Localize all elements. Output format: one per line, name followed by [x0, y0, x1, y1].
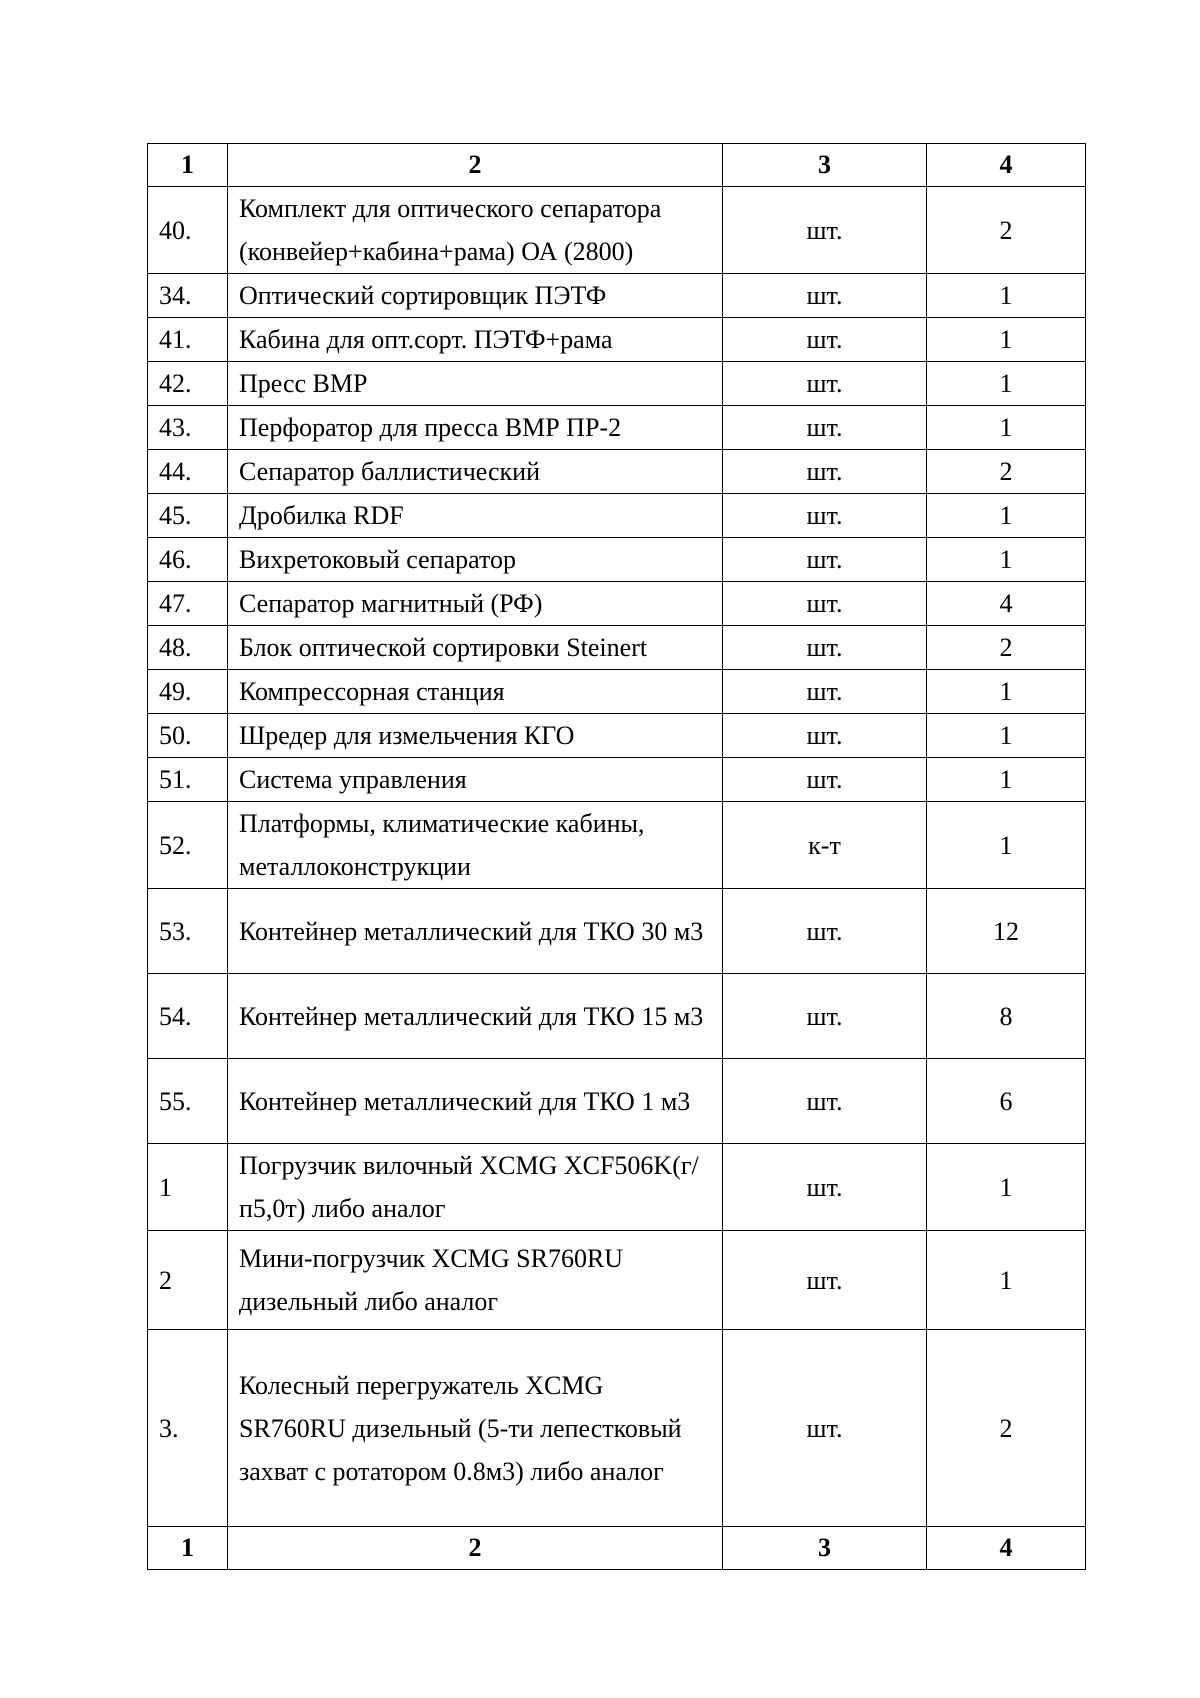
table-row: [148, 889, 1086, 974]
row-unit: шт.: [723, 1231, 927, 1330]
table-row: [148, 1144, 1086, 1231]
row-quantity: 1: [927, 362, 1086, 406]
row-number: 53.: [148, 889, 228, 974]
row-name: Колесный перегружатель XCMG SR760RU дизельный (5-ти лепестковый захват с ротатором 0.8м3) либо аналог: [228, 1330, 723, 1527]
row-unit: шт.: [723, 450, 927, 494]
row-unit: шт.: [723, 187, 927, 274]
row-number: 54.: [148, 974, 228, 1059]
row-number: 41.: [148, 318, 228, 362]
row-quantity: 2: [927, 450, 1086, 494]
row-quantity: 1: [927, 274, 1086, 318]
row-number: 50.: [148, 714, 228, 758]
table-row: [148, 494, 1086, 538]
table-row: [148, 974, 1086, 1059]
row-name: Мини-погрузчик XCMG SR760RU дизельный либо аналог: [228, 1231, 723, 1330]
row-unit: шт.: [723, 406, 927, 450]
row-quantity: 1: [927, 758, 1086, 802]
row-number: 46.: [148, 538, 228, 582]
table-row: [148, 1059, 1086, 1144]
row-name: Вихретоковый сепаратор: [228, 538, 723, 582]
row-name: Контейнер металлический для ТКО 30 м3: [228, 889, 723, 974]
row-unit: шт.: [723, 714, 927, 758]
row-quantity: 4: [927, 582, 1086, 626]
table-row: [148, 714, 1086, 758]
row-name: Сепаратор магнитный (РФ): [228, 582, 723, 626]
footer-cell-3: 3: [723, 1527, 927, 1570]
row-unit: шт.: [723, 670, 927, 714]
header-cell-1: 1: [148, 144, 228, 187]
table-row: [148, 362, 1086, 406]
header-cell-3: 3: [723, 144, 927, 187]
row-number: 2: [148, 1231, 228, 1330]
table-row: [148, 758, 1086, 802]
table-row: [148, 582, 1086, 626]
row-quantity: 6: [927, 1059, 1086, 1144]
row-unit: шт.: [723, 318, 927, 362]
row-quantity: 2: [927, 626, 1086, 670]
row-name: Погрузчик вилочный XCMG XCF506K(г/п5,0т) либо аналог: [228, 1144, 723, 1231]
row-name: Система управления: [228, 758, 723, 802]
row-name: Контейнер металлический для ТКО 15 м3: [228, 974, 723, 1059]
table-row: [148, 187, 1086, 274]
row-quantity: 1: [927, 714, 1086, 758]
table-header-row: [148, 144, 1086, 187]
row-name: Оптический сортировщик ПЭТФ: [228, 274, 723, 318]
row-unit: шт.: [723, 1059, 927, 1144]
row-quantity: 1: [927, 1144, 1086, 1231]
row-unit: шт.: [723, 1330, 927, 1527]
row-number: 47.: [148, 582, 228, 626]
row-number: 42.: [148, 362, 228, 406]
row-quantity: 8: [927, 974, 1086, 1059]
row-number: 51.: [148, 758, 228, 802]
row-quantity: 1: [927, 318, 1086, 362]
row-unit: шт.: [723, 538, 927, 582]
row-quantity: 2: [927, 1330, 1086, 1527]
header-cell-4: 4: [927, 144, 1086, 187]
row-name: Платформы, климатические кабины, металлоконструкции: [228, 802, 723, 889]
table-footer-row: [148, 1527, 1086, 1570]
row-number: 34.: [148, 274, 228, 318]
row-unit: к-т: [723, 802, 927, 889]
table-row: [148, 626, 1086, 670]
row-number: 3.: [148, 1330, 228, 1527]
row-number: 52.: [148, 802, 228, 889]
row-unit: шт.: [723, 362, 927, 406]
row-name: Пресс ВМР: [228, 362, 723, 406]
row-name: Комплект для оптического сепаратора (конвейер+кабина+рама) ОА (2800): [228, 187, 723, 274]
table-row: [148, 450, 1086, 494]
row-number: 1: [148, 1144, 228, 1231]
table-row: [148, 406, 1086, 450]
table-row: [148, 1231, 1086, 1330]
footer-cell-1: 1: [148, 1527, 228, 1570]
row-unit: шт.: [723, 758, 927, 802]
header-cell-2: 2: [228, 144, 723, 187]
table-row: [148, 274, 1086, 318]
row-quantity: 12: [927, 889, 1086, 974]
row-number: 45.: [148, 494, 228, 538]
row-unit: шт.: [723, 626, 927, 670]
row-quantity: 1: [927, 670, 1086, 714]
table-row: [148, 318, 1086, 362]
row-name: Перфоратор для пресса ВМР ПР-2: [228, 406, 723, 450]
row-number: 44.: [148, 450, 228, 494]
row-quantity: 1: [927, 406, 1086, 450]
equipment-table: [147, 143, 1086, 1570]
row-quantity: 2: [927, 187, 1086, 274]
row-number: 49.: [148, 670, 228, 714]
row-quantity: 1: [927, 802, 1086, 889]
row-unit: шт.: [723, 582, 927, 626]
row-name: Контейнер металлический для ТКО 1 м3: [228, 1059, 723, 1144]
table-row: [148, 1330, 1086, 1527]
footer-cell-2: 2: [228, 1527, 723, 1570]
row-name: Кабина для опт.сорт. ПЭТФ+рама: [228, 318, 723, 362]
row-unit: шт.: [723, 974, 927, 1059]
row-quantity: 1: [927, 1231, 1086, 1330]
row-name: Блок оптической сортировки Steinert: [228, 626, 723, 670]
row-number: 48.: [148, 626, 228, 670]
row-name: Компрессорная станция: [228, 670, 723, 714]
row-name: Шредер для измельчения КГО: [228, 714, 723, 758]
row-unit: шт.: [723, 494, 927, 538]
row-unit: шт.: [723, 274, 927, 318]
row-number: 55.: [148, 1059, 228, 1144]
row-name: Сепаратор баллистический: [228, 450, 723, 494]
row-unit: шт.: [723, 889, 927, 974]
row-quantity: 1: [927, 494, 1086, 538]
footer-cell-4: 4: [927, 1527, 1086, 1570]
table-row: [148, 670, 1086, 714]
row-number: 40.: [148, 187, 228, 274]
table-row: [148, 802, 1086, 889]
table-row: [148, 538, 1086, 582]
row-name: Дробилка RDF: [228, 494, 723, 538]
row-number: 43.: [148, 406, 228, 450]
row-unit: шт.: [723, 1144, 927, 1231]
row-quantity: 1: [927, 538, 1086, 582]
